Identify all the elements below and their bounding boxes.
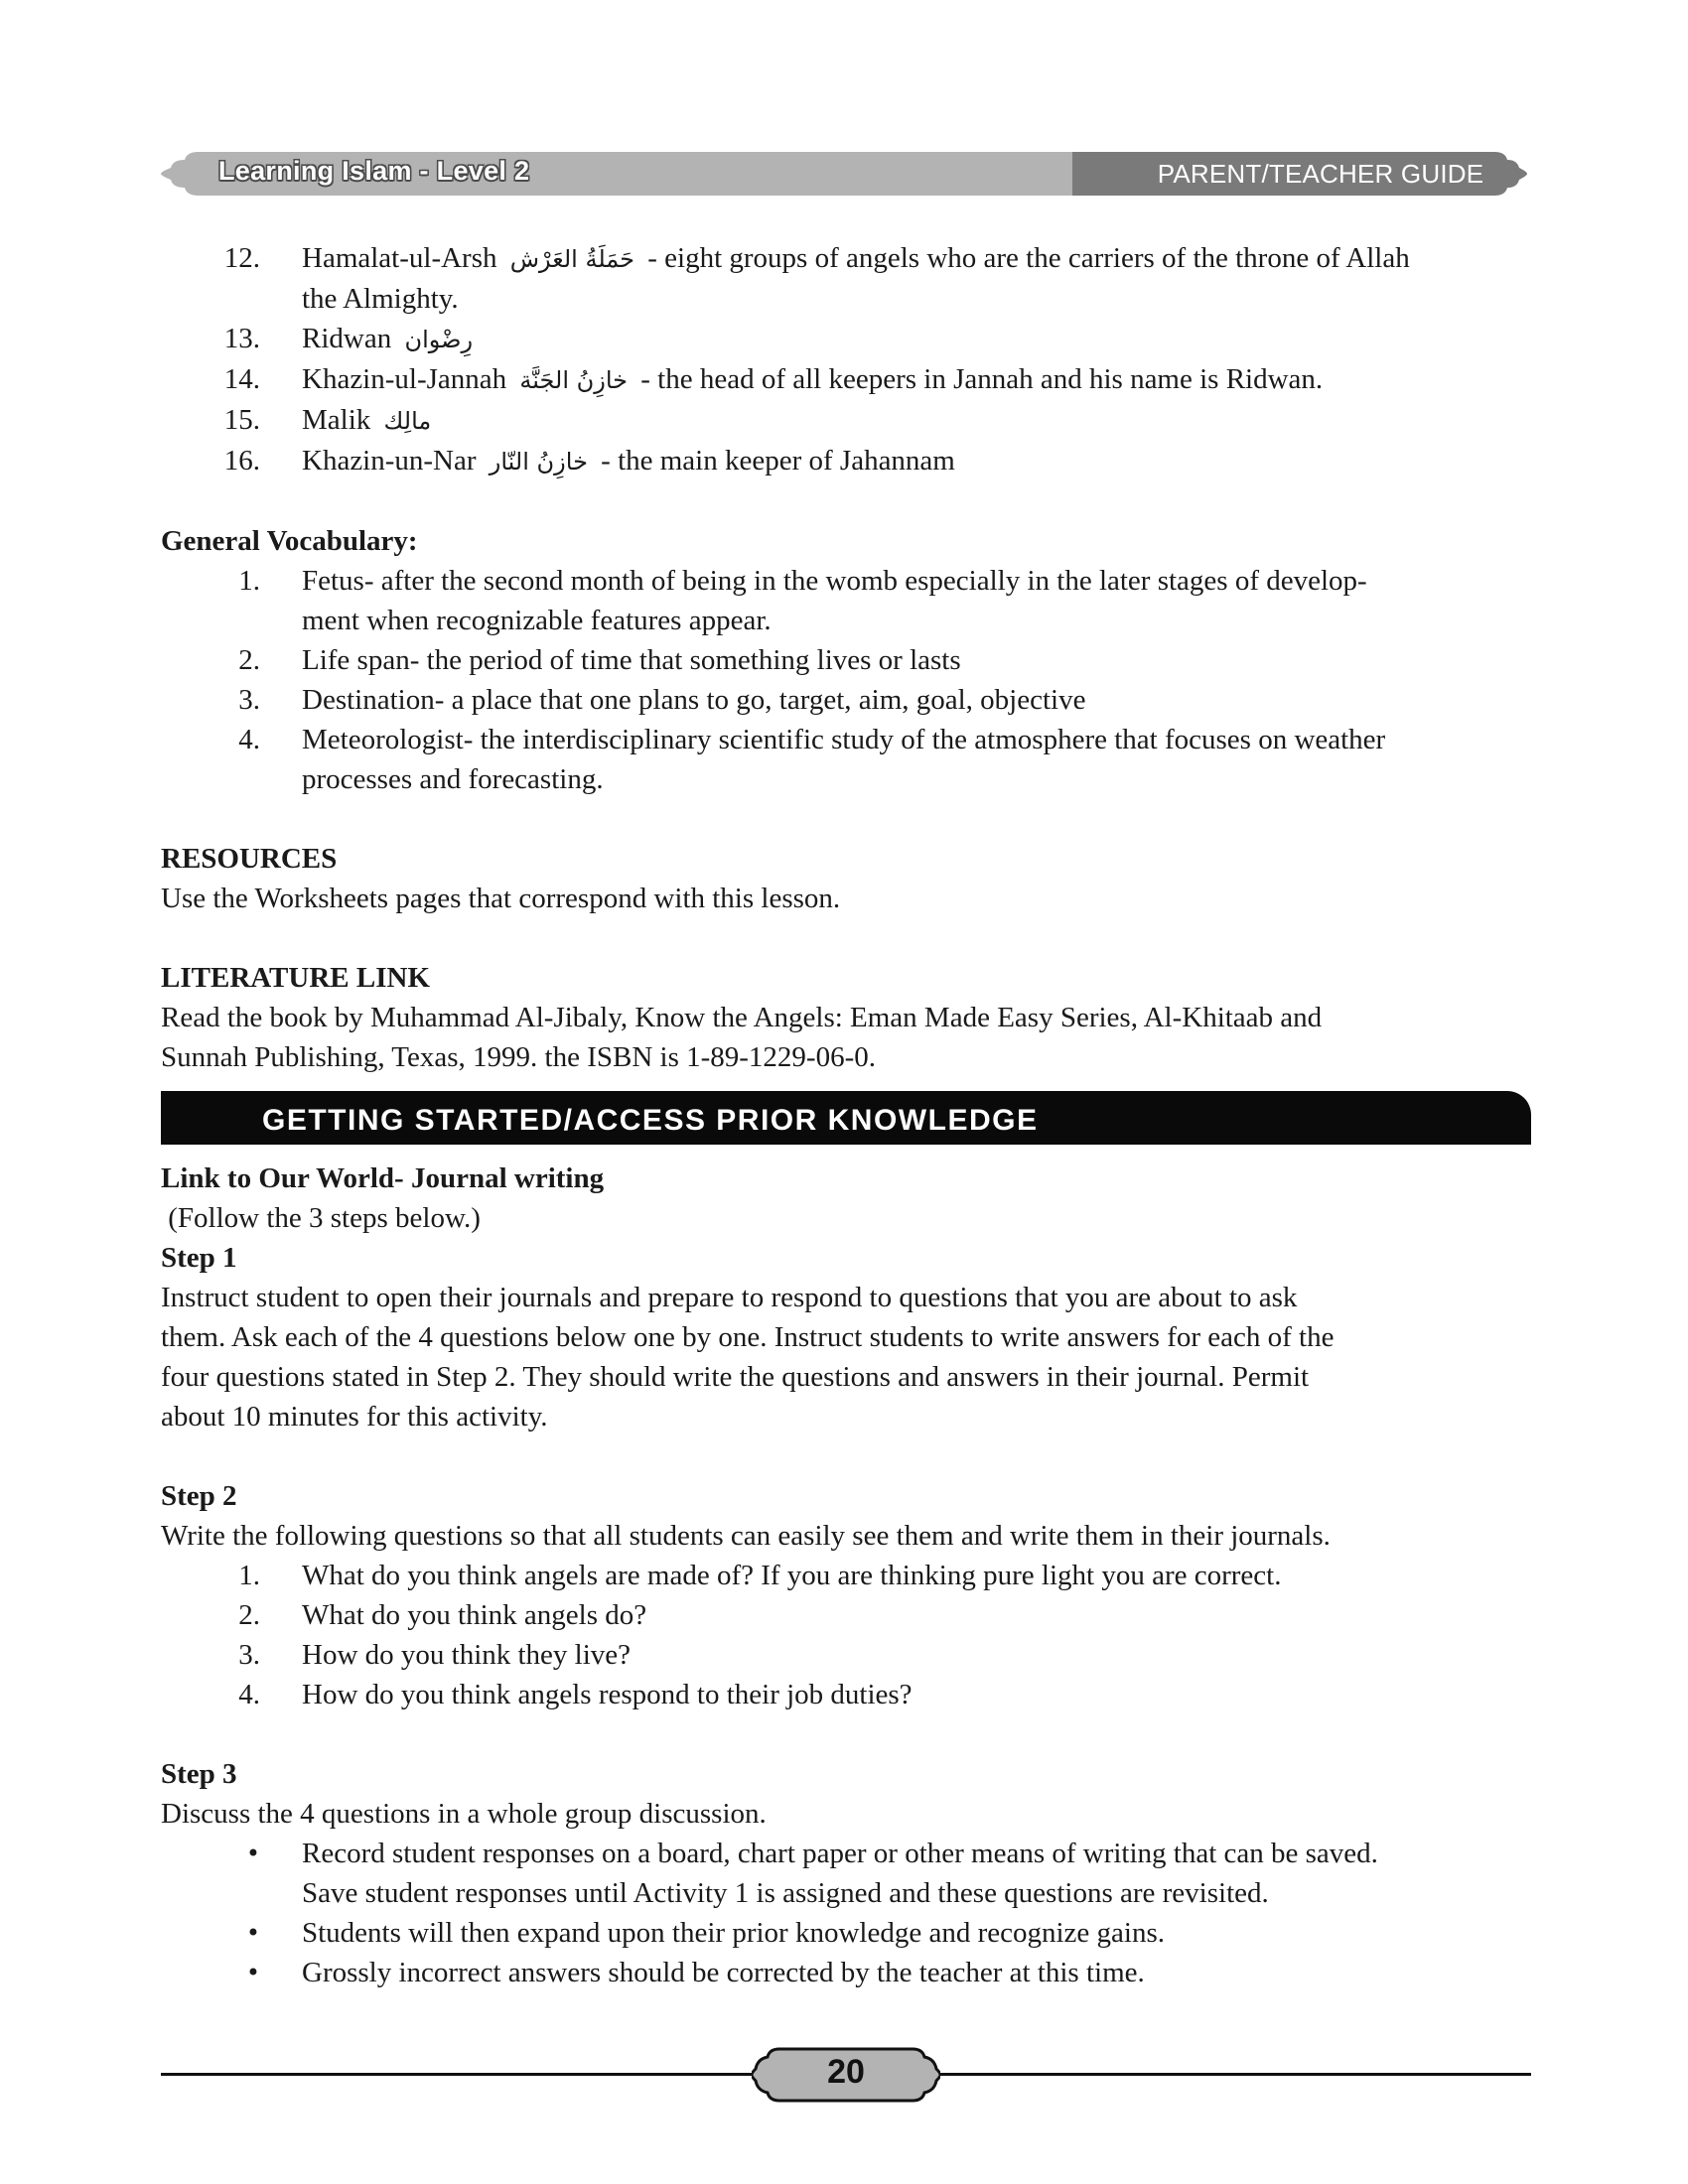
bullet-list [161,1834,1531,1992]
vocab-text: Destination- a place that one plans to go, target, aim, goal, objective [302,684,1086,716]
list-number: 4. [238,1679,260,1710]
paragraph-line: four questions stated in Step 2. They should write the questions and answers in their journal. Permit [161,1361,1310,1393]
list-item [161,1595,1531,1635]
vocab-heading: General Vocabulary: [161,525,418,557]
list-item [161,319,1531,359]
list-item [161,400,1531,441]
resources-heading: RESOURCES [161,843,338,875]
literature-heading: LITERATURE LINK [161,962,430,994]
step2-intro: Write the following questions so that all students can easily see them and write them in their journals. [161,1520,1331,1552]
paragraph-line: about 10 minutes for this activity. [161,1401,548,1433]
list-number: 16. [223,445,260,477]
list-number: 15. [223,404,260,436]
section-banner [161,1091,1531,1145]
page-footer [161,2043,1531,2113]
list-number: 12. [223,242,260,274]
bullet-text: Record student responses on a board, chart paper or other means of writing that can be saved. [302,1838,1378,1869]
header-guide-title: PARENT/TEACHER GUIDE [1157,159,1484,189]
step1-heading: Step 1 [161,1242,237,1274]
list-item [161,238,1531,319]
vocab-text-cont: ment when recognizable features appear. [302,605,772,636]
angel-arabic-name: رِضْوان [404,326,474,353]
list-number: 2. [238,644,260,676]
section-banner-title: GETTING STARTED/ACCESS PRIOR KNOWLEDGE [262,1104,1039,1137]
list-item [161,359,1531,400]
angel-arabic-name: مالِك [383,407,432,435]
angel-description: - the main keeper of Jahannam [601,445,955,477]
list-number: 14. [223,363,260,395]
angel-description: - eight groups of angels who are the carriers of the throne of Allah [647,242,1410,274]
bullet-text: Students will then expand upon their prior knowledge and recognize gains. [302,1917,1165,1949]
list-item [161,1675,1531,1714]
list-item [161,1556,1531,1595]
angel-arabic-name: حَمَلَةُ العَرْش [509,245,634,273]
bullet-text: Grossly incorrect answers should be corrected by the teacher at this time. [302,1957,1145,1988]
list-item [161,1913,1531,1953]
list-number: 1. [238,1560,260,1591]
angels-list [161,238,1531,481]
angel-name: Khazin-ul-Jannah [302,363,507,395]
header-book-title: Learning Islam - Level 2 [218,156,530,186]
list-item [161,441,1531,481]
list-number: 1. [238,565,260,597]
list-item [161,1834,1531,1913]
step1-paragraph [161,1278,1531,1436]
list-item [161,680,1531,720]
list-number: 13. [223,323,260,354]
bullet-icon: • [245,1840,260,1867]
angel-arabic-name: خازِنُ الجَنَّة [519,366,628,394]
list-number: 3. [238,1639,260,1671]
angel-name: Malik [302,404,371,436]
angel-name: Ridwan [302,323,392,354]
question-text: What do you think angels are made of? If you are thinking pure light you are correct. [302,1560,1282,1591]
vocab-list [161,561,1531,799]
list-number: 2. [238,1599,260,1631]
literature-text-line1: Read the book by Muhammad Al-Jibaly, Know the Angels: Eman Made Easy Series, Al-Khitaab and [161,1002,1323,1033]
question-text: What do you think angels do? [302,1599,647,1631]
questions-list [161,1556,1531,1714]
angel-arabic-name: خازِنُ النّار [489,448,588,476]
angel-description: - the head of all keepers in Jannah and his name is Ridwan. [640,363,1324,395]
list-number: 4. [238,724,260,755]
step3-heading: Step 3 [161,1758,237,1790]
question-text: How do you think angels respond to their job duties? [302,1679,913,1710]
list-item [161,720,1531,799]
page-content [161,238,1531,1992]
link-note: (Follow the 3 steps below.) [161,1202,481,1234]
bullet-icon: • [245,1919,260,1947]
list-item [161,561,1531,640]
question-text: How do you think they live? [302,1639,632,1671]
list-item [161,640,1531,680]
paragraph-line: Instruct student to open their journals and prepare to respond to questions that you are about to ask [161,1282,1298,1313]
vocab-text: Meteorologist- the interdisciplinary scientific study of the atmosphere that focuses on weather [302,724,1386,755]
bullet-text-cont: Save student responses until Activity 1 is assigned and these questions are revisited. [302,1877,1269,1909]
resources-text: Use the Worksheets pages that correspond with this lesson. [161,883,841,914]
paragraph-line: them. Ask each of the 4 questions below one by one. Instruct students to write answers for each of the [161,1321,1335,1353]
list-item [161,1953,1531,1992]
literature-text-line2: Sunnah Publishing, Texas, 1999. the ISBN is 1-89-1229-06-0. [161,1041,877,1073]
bullet-icon: • [245,1959,260,1986]
angel-name: Hamalat-ul-Arsh [302,242,497,274]
page-header [159,146,1529,202]
step2-heading: Step 2 [161,1480,237,1512]
vocab-text: Life span- the period of time that something lives or lasts [302,644,961,676]
list-number: 3. [238,684,260,716]
vocab-text: Fetus- after the second month of being in the womb especially in the later stages of develop- [302,565,1367,597]
link-heading: Link to Our World- Journal writing [161,1162,605,1194]
step3-intro: Discuss the 4 questions in a whole group discussion. [161,1798,767,1830]
angel-description-cont: the Almighty. [302,283,459,315]
vocab-text-cont: processes and forecasting. [302,763,604,795]
list-item [161,1635,1531,1675]
page-number: 20 [827,2053,865,2091]
angel-name: Khazin-un-Nar [302,445,477,477]
